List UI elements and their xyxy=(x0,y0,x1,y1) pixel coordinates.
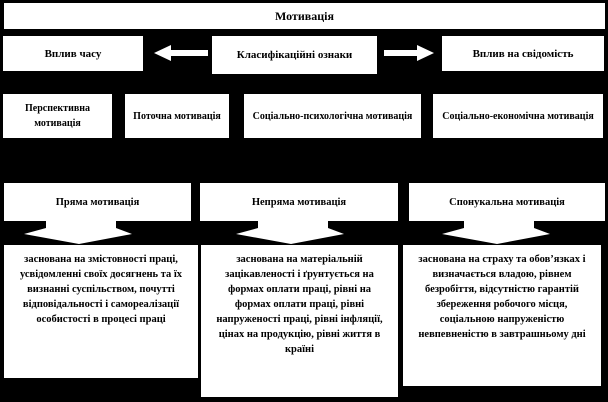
indirect-motivation-description xyxy=(201,245,398,397)
block-arrow-down-icon xyxy=(442,220,550,244)
influence-on-consciousness-box xyxy=(442,36,604,71)
current-motivation-label: Поточна мотивація xyxy=(133,110,221,122)
diagram-title-box xyxy=(4,3,605,29)
direct-motivation-label: Пряма мотивація xyxy=(55,196,140,208)
influence-on-consciousness-label: Вплив на свідомість xyxy=(472,47,574,60)
arrow-right-icon xyxy=(384,44,434,62)
perspective-motivation-label: Перспективна мотивація xyxy=(24,103,90,129)
incentive-motivation-box xyxy=(409,183,605,221)
classification-criteria-label: Класифікаційні ознаки xyxy=(236,49,353,61)
influence-of-time-label: Вплив часу xyxy=(44,47,102,60)
indirect-motivation-description-text: заснована на матеріальній зацікавленості і ґрунтується на формах оплати праці, рівні на формах оплати праці, рівні напруженості праці, рівні інфляції, цінах на продукцію, рівні життя в країні xyxy=(216,254,383,355)
diagram-title: Мотивація xyxy=(274,8,335,23)
block-arrow-down-icon xyxy=(24,220,132,244)
direct-motivation-description xyxy=(4,245,198,378)
influence-of-time-box xyxy=(3,36,143,71)
perspective-motivation-box xyxy=(3,94,112,138)
current-motivation-box xyxy=(125,94,229,138)
direct-motivation-description-text: заснована на змістовності праці, усвідомленні своїх досягнень та їх визнанні суспільством, почутті відповідальності і самореалізації особистості в процесі праці xyxy=(19,254,183,325)
incentive-motivation-label: Спонукальна мотивація xyxy=(449,196,565,208)
direct-motivation-box xyxy=(4,183,191,221)
block-arrow-down-icon xyxy=(236,220,344,244)
indirect-motivation-label: Непряма мотивація xyxy=(251,196,347,208)
arrow-left-icon xyxy=(154,44,208,62)
indirect-motivation-box xyxy=(200,183,398,221)
incentive-motivation-description xyxy=(403,245,601,386)
classification-criteria-box xyxy=(212,36,377,74)
social-economic-motivation-box xyxy=(433,94,603,138)
social-psychological-motivation-box xyxy=(244,94,421,138)
social-psychological-motivation-label: Соціально-психологічна мотивація xyxy=(252,110,413,122)
incentive-motivation-description-text: заснована на страху та обов’язках і визначається владою, рівнем безробіття, відсутністю гарантій збереження робочого місця, соціальною напруженістю невпевненістю в завтрашньому дні xyxy=(418,254,586,340)
social-economic-motivation-label: Соціально-економічна мотивація xyxy=(442,110,594,122)
